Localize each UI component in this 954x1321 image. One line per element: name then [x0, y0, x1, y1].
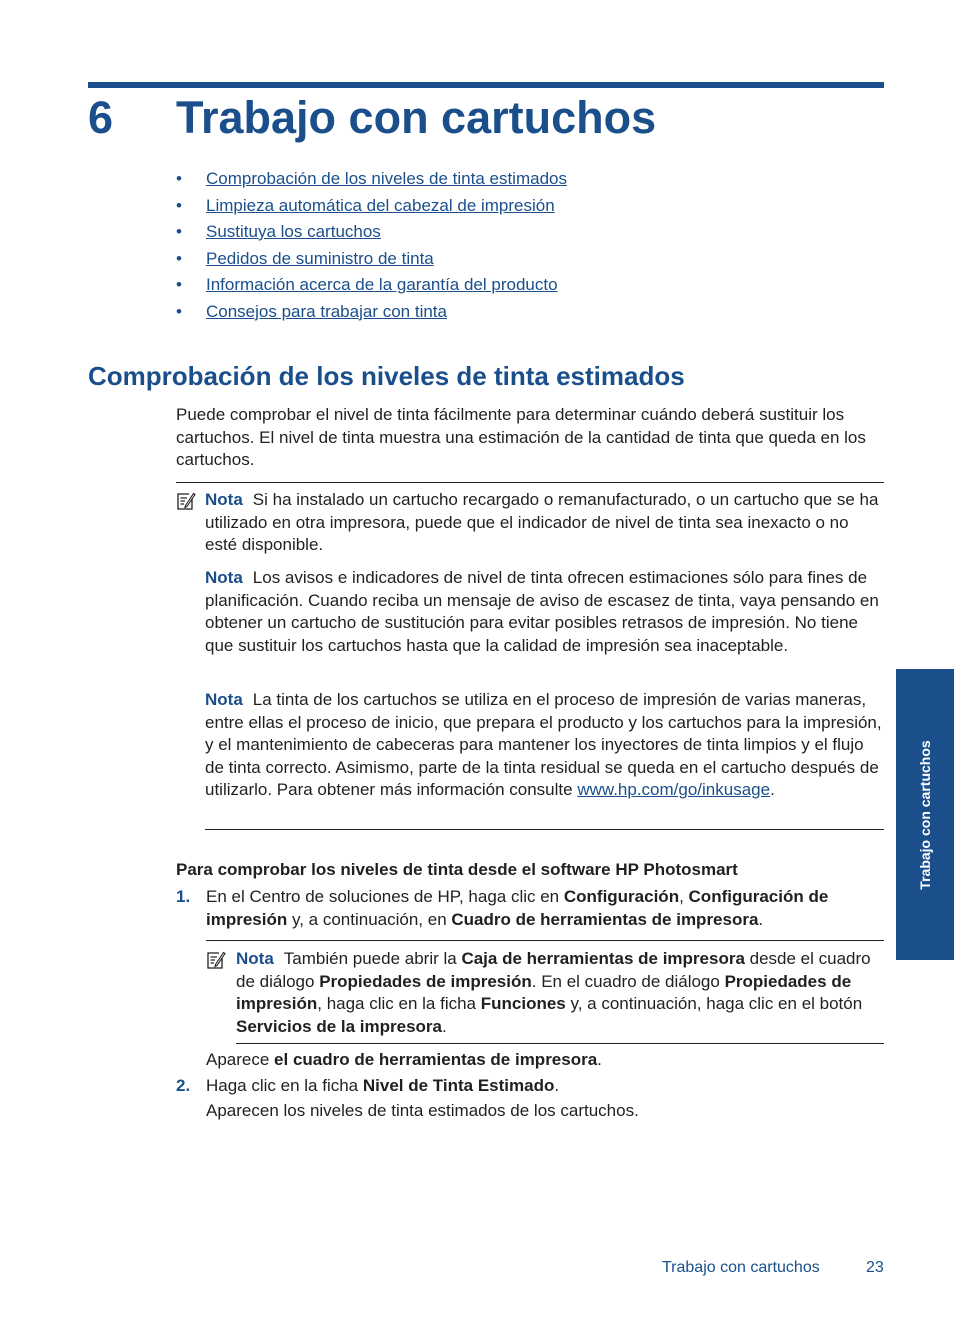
step-note-bold: Funciones: [480, 994, 566, 1013]
toc-item: [176, 300, 567, 327]
step-2-bold-nivel-tinta: Nivel de Tinta Estimado: [362, 1076, 555, 1095]
toc-item: [176, 194, 567, 221]
chapter-side-tab: [896, 669, 954, 960]
step-note-bold: Servicios de la impresora: [236, 1016, 442, 1036]
step-note-part: . En el cuadro de diálogo: [531, 971, 725, 991]
note-block-bottom-rule: [205, 829, 884, 830]
inkusage-link[interactable]: www.hp.com/go/inkusage: [577, 780, 771, 799]
step-1-text: [206, 886, 884, 931]
toc-link-consejos-tinta[interactable]: Consejos para trabajar con tinta: [206, 301, 447, 321]
note-label: Nota: [236, 949, 274, 968]
step-1-bold-configuracion: Configuración: [563, 887, 680, 906]
toc-item: [176, 167, 567, 194]
note-2-text: Los avisos e indicadores de nivel de tinta ofrecen estimaciones sólo para fines de planificación. Cuando reciba un mensaje de aviso de escasez de tinta, vaya pensando en obtener un cartucho de sustitución para evitar posibles retrasos de impresión. No tiene que sustituir los cartuchos hasta que la calidad de impresión sea inaceptable.: [205, 568, 879, 655]
step-1-part: ,: [679, 887, 689, 906]
toc-link-garantia[interactable]: Información acerca de la garantía del producto: [206, 275, 558, 294]
toc-bullet: •: [176, 275, 182, 294]
note-label: Nota: [205, 568, 243, 587]
side-tab-label: Trabajo con cartuchos: [916, 739, 933, 890]
step-1-bold-cuadro-herramientas: Cuadro de herramientas de impresora: [451, 909, 759, 929]
note-icon: [176, 491, 196, 511]
step-note-part: También puede abrir la: [283, 949, 462, 968]
toc-bullet: •: [176, 301, 182, 321]
section-heading: Comprobación de los niveles de tinta estimados: [88, 361, 685, 391]
toc-item: [176, 273, 567, 300]
toc-bullet: •: [176, 248, 182, 268]
step-2-part: .: [554, 1076, 560, 1095]
step-2-part: Haga clic en la ficha: [206, 1076, 363, 1095]
step-note-part: desde el cuadro de diálogo: [236, 949, 871, 991]
footer-chapter-label: Trabajo con cartuchos: [662, 1259, 820, 1276]
step-note-bold: Propiedades de impresión: [236, 971, 852, 1013]
step-1-number: 1.: [176, 887, 191, 906]
note-1-text: Si ha instalado un cartucho recargado o remanufacturado, o un cartucho que se ha utilizado en otra impresora, puede que el indicador de nivel de tinta sea inexacto o no esté disponible.: [205, 490, 879, 554]
step-2-number: 2.: [176, 1076, 191, 1095]
step-note-part: .: [442, 1016, 447, 1036]
note-3-period: .: [770, 780, 775, 799]
chapter-number: 6: [88, 92, 114, 143]
step-2-result: Aparecen los niveles de tinta estimados de los cartuchos.: [206, 1101, 639, 1120]
step-1-note: [236, 948, 884, 1038]
step-note-top-rule: [206, 940, 884, 941]
toc-link-sustituya-cartuchos[interactable]: Sustituya los cartuchos: [206, 222, 381, 241]
toc-item: [176, 220, 567, 247]
step-note-part: y, a continuación, haga clic en el botón: [565, 994, 863, 1013]
procedure-title: Para comprobar los niveles de tinta desde el software HP Photosmart: [176, 860, 738, 879]
step-1-result-part: .: [597, 1050, 602, 1069]
section-intro: Puede comprobar el nivel de tinta fácilmente para determinar cuándo deberá sustituir los cartuchos. El nivel de tinta muestra una estimación de la cantidad de tinta que queda en los cartuchos.: [176, 405, 866, 469]
toc-link-limpieza-cabezal[interactable]: Limpieza automática del cabezal de impresión: [206, 195, 555, 215]
toc-bullet: •: [176, 222, 182, 241]
step-1-part: En el Centro de soluciones de HP, haga clic en: [206, 887, 564, 906]
step-note-bold: Caja de herramientas de impresora: [461, 949, 745, 968]
footer-page-number: 23: [866, 1259, 884, 1276]
note-3-text: La tinta de los cartuchos se utiliza en el proceso de impresión de varias maneras, entre ellas el proceso de inicio, que prepara el producto y los cartuchos para la impresión, y el mantenimiento de cabeceras para mantener los inyectores de tinta limpios y el flujo de tinta correcto. Asimismo, parte de la tinta residual se queda en el cartucho después de utilizarlo. Para obtener más información consulte: [205, 690, 882, 799]
note-icon: [206, 950, 226, 970]
note-label: Nota: [205, 690, 243, 709]
step-2-text: [206, 1075, 884, 1098]
step-1-part: y, a continuación, en: [287, 909, 452, 929]
toc-bullet: •: [176, 195, 182, 215]
toc-item: [176, 247, 567, 274]
step-1-part: .: [758, 909, 764, 929]
chapter-title: Trabajo con cartuchos: [176, 92, 657, 143]
toc-link-niveles-tinta[interactable]: Comprobación de los niveles de tinta estimados: [206, 169, 567, 188]
note-2: [205, 567, 884, 657]
step-1-result-part: Aparece: [206, 1050, 275, 1069]
step-1-bold-config-impresion: Configuración de impresión: [206, 887, 829, 929]
note-label: Nota: [205, 490, 243, 509]
note-1: [205, 489, 884, 557]
chapter-toc: [176, 167, 567, 326]
step-note-bold: Propiedades de impresión: [319, 971, 532, 991]
step-note-part: , haga clic en la ficha: [317, 994, 481, 1013]
toc-link-pedidos-suministro[interactable]: Pedidos de suministro de tinta: [206, 248, 434, 268]
chapter-top-rule: [88, 82, 884, 88]
step-1-result-bold: el cuadro de herramientas de impresora: [274, 1050, 598, 1069]
step-note-bottom-rule: [236, 1043, 884, 1044]
toc-bullet: •: [176, 169, 182, 188]
step-1-result: [206, 1049, 884, 1072]
note-3: [205, 689, 884, 802]
note-block-top-rule: [176, 482, 884, 483]
